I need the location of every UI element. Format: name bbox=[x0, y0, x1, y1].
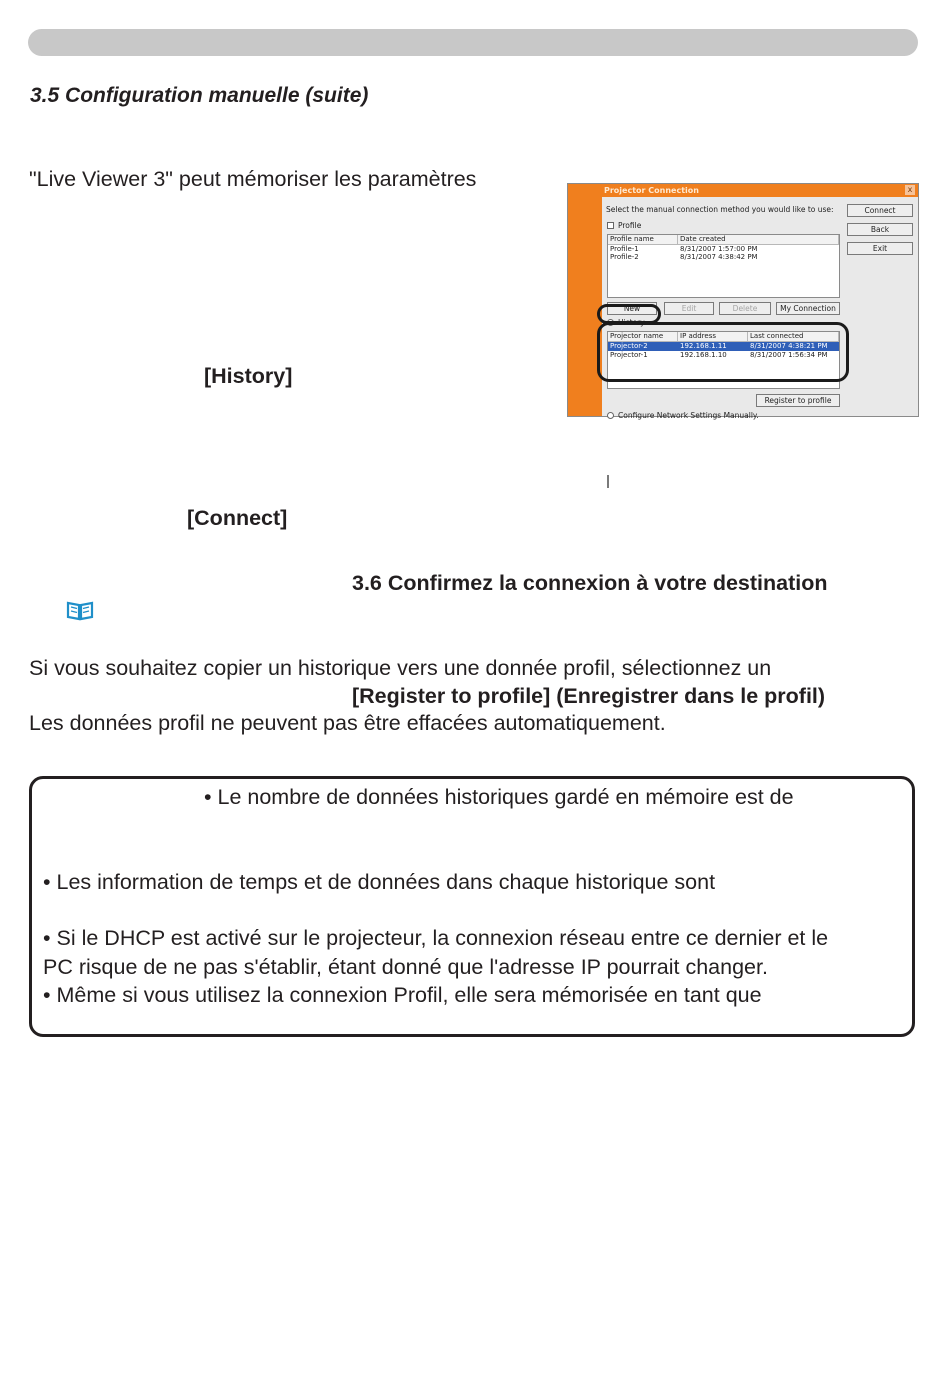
history-row-1-last[interactable]: 8/31/2007 4:38:21 PM bbox=[750, 342, 828, 350]
profile-row-2-date[interactable]: 8/31/2007 4:38:42 PM bbox=[680, 253, 758, 261]
register-profile-label: [Register to profile] (Enregistrer dans le profil) bbox=[352, 684, 826, 708]
section-title: 3.5 Configuration manuelle (suite) bbox=[30, 84, 369, 107]
history-option-label: History bbox=[618, 318, 645, 327]
copy-history-text: Si vous souhaitez copier un historique vers une donnée profil, sélectionnez un bbox=[29, 656, 772, 680]
history-label: [History] bbox=[204, 364, 293, 388]
profile-row-2-name[interactable]: Profile-2 bbox=[610, 253, 639, 261]
history-row-1-name[interactable]: Projector-2 bbox=[610, 342, 648, 350]
manual-option-label: Configure Network Settings Manually. bbox=[618, 411, 759, 420]
profile-row-1-date[interactable]: 8/31/2007 1:57:00 PM bbox=[680, 245, 758, 253]
intro-text: "Live Viewer 3" peut mémoriser les paramètres bbox=[29, 167, 477, 191]
dialog-prompt: Select the manual connection method you would like to use: bbox=[606, 205, 834, 214]
profile-table[interactable] bbox=[607, 234, 840, 298]
history-header-ip: IP address bbox=[678, 332, 748, 342]
history-header-last: Last connected bbox=[748, 332, 839, 342]
book-icon bbox=[66, 600, 94, 621]
history-row-2-name[interactable]: Projector-1 bbox=[610, 351, 648, 359]
note-history-count: • Le nombre de données historiques gardé en mémoire est de bbox=[204, 785, 794, 809]
history-row-1-ip[interactable]: 192.168.1.11 bbox=[680, 342, 727, 350]
note-dhcp: • Si le DHCP est activé sur le projecteur, la connexion réseau entre ce dernier et le bbox=[43, 926, 829, 950]
history-row-2-last[interactable]: 8/31/2007 1:56:34 PM bbox=[750, 351, 828, 359]
delete-button[interactable]: Delete bbox=[719, 302, 771, 315]
profile-row-1-name[interactable]: Profile-1 bbox=[610, 245, 639, 253]
close-icon[interactable]: x bbox=[905, 185, 915, 195]
register-to-profile-button[interactable]: Register to profile bbox=[756, 394, 840, 407]
profile-checkbox[interactable] bbox=[607, 222, 614, 229]
profile-option-label: Profile bbox=[618, 221, 642, 230]
my-connection-button[interactable]: My Connection bbox=[776, 302, 840, 315]
history-row-2-ip[interactable]: 192.168.1.10 bbox=[680, 351, 727, 359]
exit-button[interactable]: Exit bbox=[847, 242, 913, 255]
edit-button[interactable]: Edit bbox=[664, 302, 714, 315]
note-box bbox=[29, 776, 915, 1037]
connect-button[interactable]: Connect bbox=[847, 204, 913, 217]
note-profile: • Même si vous utilisez la connexion Profil, elle sera mémorisée en tant que bbox=[43, 983, 762, 1007]
history-radio-highlight bbox=[597, 304, 661, 324]
history-table-highlight bbox=[597, 322, 849, 382]
note-dhcp-cont: PC risque de ne pas s'établir, étant donné que l'adresse IP pourrait changer. bbox=[43, 955, 768, 979]
connect-label: [Connect] bbox=[187, 506, 288, 530]
back-button[interactable]: Back bbox=[847, 223, 913, 236]
note-time-info: • Les information de temps et de données dans chaque historique sont bbox=[43, 870, 716, 894]
profile-header-name: Profile name bbox=[608, 235, 678, 245]
dialog-title: Projector Connection bbox=[568, 184, 918, 197]
manual-radio[interactable] bbox=[607, 412, 614, 419]
history-header-name: Projector name bbox=[608, 332, 678, 342]
new-button[interactable]: New bbox=[607, 302, 657, 315]
auto-delete-text: Les données profil ne peuvent pas être effacées automatiquement. bbox=[29, 711, 666, 735]
profile-header-date: Date created bbox=[678, 235, 839, 245]
confirm-connection-link[interactable]: 3.6 Confirmez la connexion à votre destination bbox=[352, 571, 828, 595]
header-bar bbox=[28, 29, 918, 56]
